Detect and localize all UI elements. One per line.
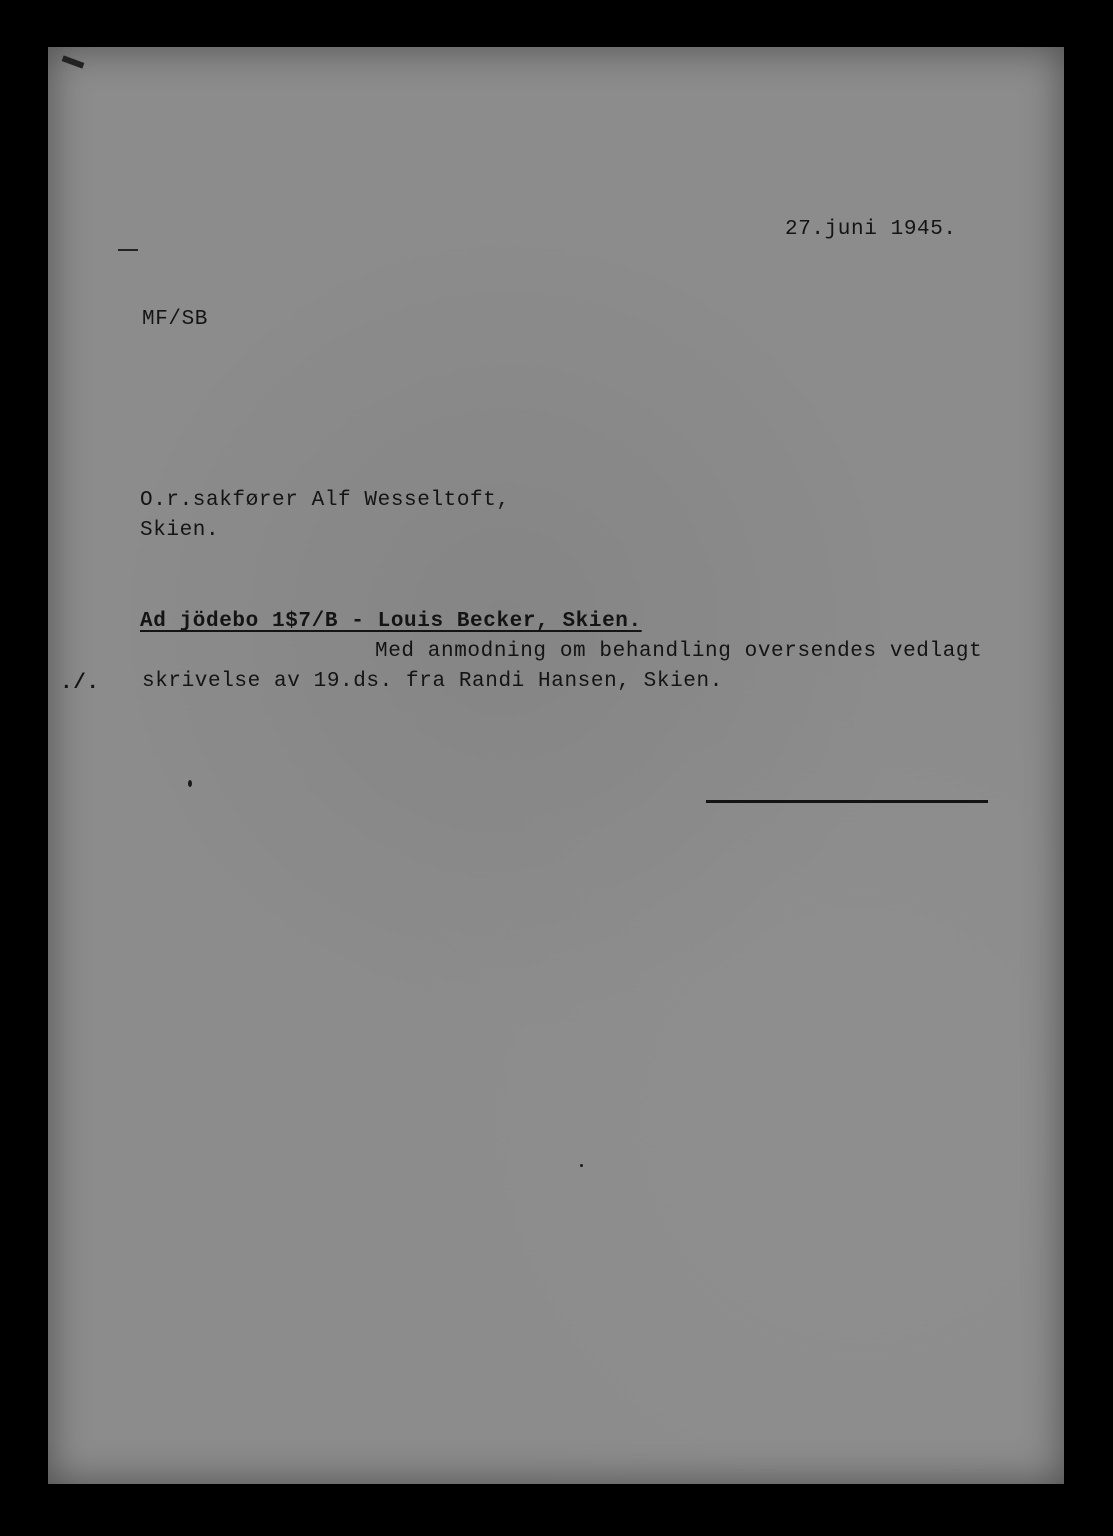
recipient-name: O.r.sakfører Alf Wesseltoft,	[140, 489, 510, 512]
letter-date: 27.juni 1945.	[785, 218, 957, 241]
body-text-line-2: skrivelse av 19.ds. fra Randi Hansen, Skien.	[142, 670, 723, 693]
subject-line: Ad jödebo 1$7/B - Louis Becker, Skien.	[140, 610, 642, 633]
reference-code: MF/SB	[142, 308, 209, 331]
edge-mark	[118, 249, 138, 251]
recipient-city: Skien.	[140, 519, 220, 542]
signature-line	[706, 800, 988, 803]
corner-mark	[62, 55, 85, 68]
ink-speck	[580, 1164, 583, 1167]
document-page	[48, 47, 1064, 1484]
ink-speck	[188, 780, 192, 787]
body-text-line-1: Med anmodning om behandling oversendes vedlagt	[375, 640, 983, 663]
enclosure-mark: ./.	[60, 672, 100, 695]
